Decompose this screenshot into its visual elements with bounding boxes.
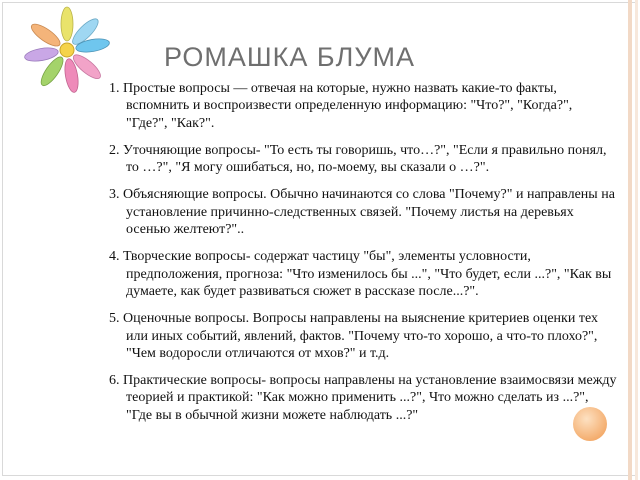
list-item	[109, 142, 617, 177]
item-text: Творческие вопросы- содержат частицу "бы", элементы условности, предположения, прогноза: "Что изменилось бы ...", "Что будет, если ...?", "Как вы думаете, как будет развиваться сюжет в рассказе после...?".	[123, 249, 612, 299]
item-text: Практические вопросы- вопросы направлены на установление взаимосвязи между теорией и практикой: "Как можно применить ...?", Что можно сделать из ...?", "Где вы в обычной жизни можете наблюдать ...?"	[123, 373, 617, 423]
item-number: 4.	[109, 249, 120, 265]
decorative-stripe	[628, 0, 632, 480]
item-number: 3.	[109, 187, 120, 203]
question-list	[109, 80, 617, 434]
item-number: 2.	[109, 142, 120, 158]
item-number: 1.	[109, 81, 120, 96]
item-text: Уточняющие вопросы- "То есть ты говоришь, что…?", "Если я правильно понял, то …?", "Я могу ошибаться, но, по-моему, вы сказали о …?".	[123, 142, 607, 176]
list-item	[109, 186, 617, 238]
chamomile-flower-icon	[20, 4, 114, 96]
item-number: 5.	[109, 311, 120, 327]
item-text: Оценочные вопросы. Вопросы направлены на выяснение критериев оценки тех или иных событий, явлений, фактов. "Почему что-то хорошо, а что-то плохо?", "Чем водоросли отличаются от мхов?" и т.д.	[123, 311, 598, 361]
decorative-stripe-inner	[635, 0, 638, 480]
decorative-circle-icon	[571, 405, 609, 443]
item-text: Простые вопросы — отвечая на которые, нужно назвать какие-то факты, вспомнить и воспроизвести определенную информацию: "Что?", "Когда?", "Где?", "Как?".	[123, 81, 573, 131]
list-item	[109, 372, 617, 424]
item-number: 6.	[109, 373, 120, 389]
list-item	[109, 248, 617, 300]
item-text: Объясняющие вопросы. Обычно начинаются со слова "Почему?" и направлены на установление причинно-следственных связей. "Почему листья на деревьях осенью желтеют?"..	[123, 187, 615, 238]
list-item	[109, 80, 617, 132]
list-item	[109, 310, 617, 362]
slide-title: РОМАШКА БЛУМА	[164, 42, 415, 72]
